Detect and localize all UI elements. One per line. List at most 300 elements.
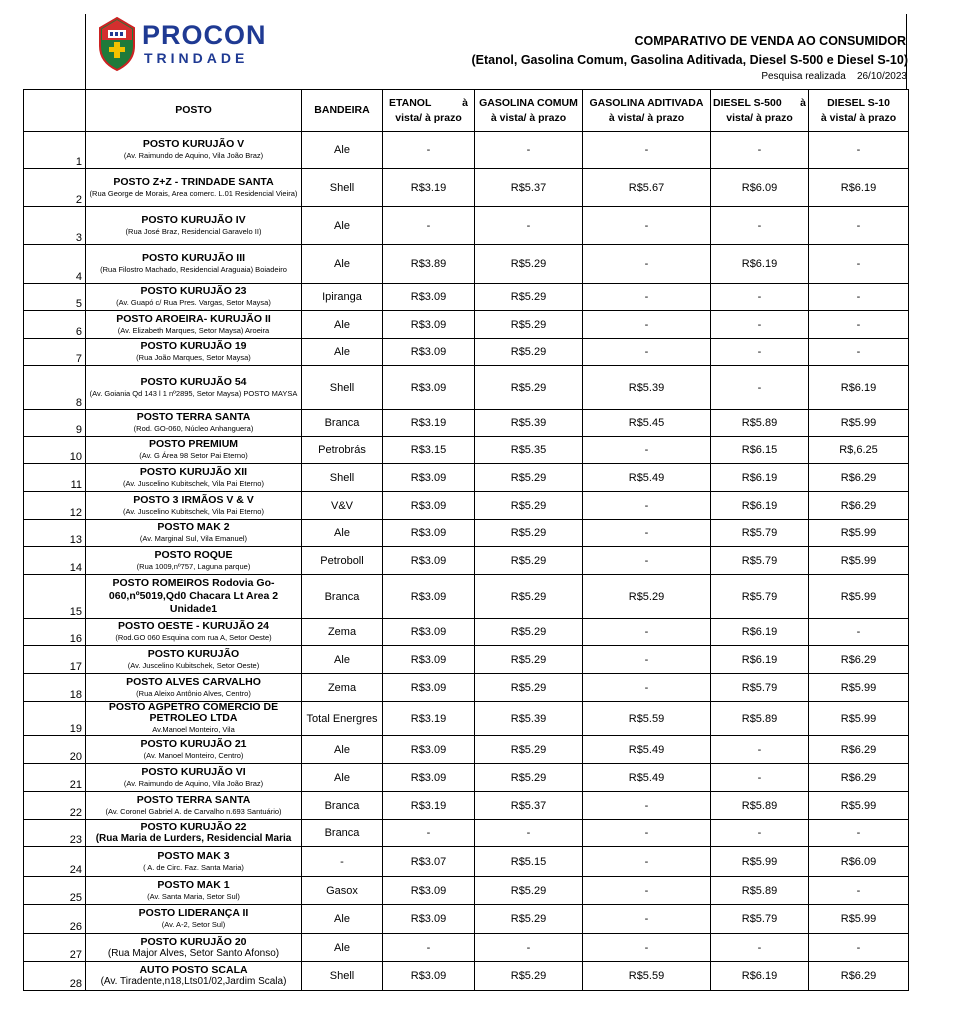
etanol-price: R$3.09	[383, 674, 475, 702]
posto-address: (Av. Guapó c/ Rua Pres. Vargas, Setor Maysa)	[116, 298, 271, 307]
bandeira-cell: Ale	[302, 646, 383, 674]
bandeira-cell: -	[302, 847, 383, 877]
diesel-s500-price: R$6.09	[711, 169, 809, 207]
etanol-price: R$3.09	[383, 520, 475, 547]
posto-address: (Av. Juscelino Kubitschek, Vila Pai Eterno)	[123, 478, 264, 488]
posto-name: POSTO OESTE - KURUJÃO 24	[118, 620, 269, 632]
bandeira-cell: Branca	[302, 820, 383, 847]
gasolina-comum-price: R$5.29	[475, 311, 583, 339]
etanol-price: R$3.09	[383, 736, 475, 764]
row-index: 8	[24, 366, 86, 410]
diesel-s500-price: -	[711, 284, 809, 311]
row-index: 13	[24, 520, 86, 547]
posto-address: (Av. Manoel Monteiro, Centro)	[143, 750, 244, 760]
gasolina-aditivada-price: -	[583, 284, 711, 311]
posto-cell	[86, 492, 302, 520]
etanol-price: R$3.09	[383, 492, 475, 520]
gasolina-comum-price: R$5.29	[475, 547, 583, 575]
diesel-s10-price: -	[809, 619, 909, 646]
gasolina-comum-price: R$5.29	[475, 674, 583, 702]
posto-cell	[86, 619, 302, 646]
posto-name: POSTO KURUJÃO VI	[141, 765, 246, 778]
diesel-s500-price: R$5.79	[711, 905, 809, 934]
posto-address: ( A. de Circ. Faz. Santa Maria)	[143, 862, 244, 872]
posto-cell	[86, 646, 302, 674]
gasolina-comum-price: R$5.29	[475, 962, 583, 991]
diesel-s10-price: R$6.09	[809, 847, 909, 877]
posto-address: (Av. Tiradente,n18,Lts01/02,Jardim Scala)	[100, 976, 287, 987]
gasolina-aditivada-price: -	[583, 520, 711, 547]
table-row	[24, 284, 909, 311]
gasolina-comum-price: R$5.35	[475, 437, 583, 464]
posto-cell	[86, 520, 302, 547]
posto-address: (Av. Santa Maria, Setor Sul)	[147, 891, 240, 901]
bandeira-cell: Petroboll	[302, 547, 383, 575]
row-index: 5	[24, 284, 86, 311]
posto-cell	[86, 736, 302, 764]
row-index: 28	[24, 962, 86, 991]
posto-name: POSTO KURUJÃO 20	[140, 935, 247, 948]
gasolina-aditivada-price: R$5.29	[583, 575, 711, 619]
gasolina-aditivada-price: -	[583, 245, 711, 284]
gasolina-aditivada-price: -	[583, 492, 711, 520]
row-index: 22	[24, 792, 86, 820]
bandeira-cell: Branca	[302, 792, 383, 820]
posto-cell	[86, 366, 302, 410]
gasolina-aditivada-price: -	[583, 674, 711, 702]
bandeira-cell: Ale	[302, 132, 383, 169]
report-subtitle: (Etanol, Gasolina Comum, Gasolina Aditivada, Diesel S-500 e Diesel S-10)	[471, 53, 908, 67]
diesel-s500-price: -	[711, 820, 809, 847]
posto-address: (Av. Juscelino Kubitschek, Vila Pai Eterno)	[123, 506, 264, 516]
gasolina-comum-price: R$5.39	[475, 410, 583, 437]
diesel-s500-price: -	[711, 132, 809, 169]
gasolina-comum-price: R$5.29	[475, 245, 583, 284]
posto-name: POSTO LIDERANÇA II	[138, 907, 249, 919]
table-row	[24, 245, 909, 284]
posto-address: (Av. Elizabeth Marques, Setor Maysa) Aroeira	[117, 325, 270, 335]
diesel-s10-price: R$5.99	[809, 674, 909, 702]
posto-cell	[86, 339, 302, 366]
table-row	[24, 674, 909, 702]
etanol-price: R$3.09	[383, 877, 475, 905]
posto-cell	[86, 674, 302, 702]
survey-date-value: 26/10/2023	[856, 71, 907, 82]
etanol-price: R$3.09	[383, 619, 475, 646]
diesel-s500-price: -	[711, 764, 809, 792]
row-index: 16	[24, 619, 86, 646]
table-row	[24, 702, 909, 736]
diesel-s10-price: R$5.99	[809, 520, 909, 547]
table-row	[24, 547, 909, 575]
table-header-row	[24, 90, 909, 132]
col-bandeira: BANDEIRA	[302, 90, 383, 132]
bandeira-cell: Ipiranga	[302, 284, 383, 311]
etanol-price: R$3.09	[383, 464, 475, 492]
table-row	[24, 575, 909, 619]
diesel-s10-price: -	[809, 877, 909, 905]
col-etanol-title: ETANOL	[389, 96, 432, 109]
table-row	[24, 877, 909, 905]
posto-cell	[86, 410, 302, 437]
etanol-price: -	[383, 820, 475, 847]
diesel-s500-price: R$5.89	[711, 410, 809, 437]
diesel-s10-price: -	[809, 934, 909, 962]
gasolina-aditivada-price: -	[583, 905, 711, 934]
bandeira-cell: Ale	[302, 905, 383, 934]
posto-cell	[86, 169, 302, 207]
diesel-s500-price: R$6.19	[711, 464, 809, 492]
gasolina-aditivada-price: R$5.59	[583, 702, 711, 736]
gasolina-comum-price: -	[475, 132, 583, 169]
col-gadit-title: GASOLINA ADITIVADA	[589, 96, 704, 109]
col-s500-a: à	[800, 96, 806, 109]
bandeira-cell: Ale	[302, 934, 383, 962]
bandeira-cell: Ale	[302, 764, 383, 792]
table-body	[24, 132, 909, 991]
bandeira-cell: Ale	[302, 736, 383, 764]
gasolina-aditivada-price: -	[583, 934, 711, 962]
col-gasolina-aditivada	[583, 90, 711, 132]
posto-address: (Av. Coronel Gabriel A. de Carvalho n.693 Santuário)	[105, 806, 282, 816]
gasolina-comum-price: R$5.29	[475, 366, 583, 410]
price-table	[23, 89, 909, 991]
posto-address: (Av. A-2, Setor Sul)	[161, 920, 226, 929]
row-index: 23	[24, 820, 86, 847]
gasolina-comum-price: -	[475, 820, 583, 847]
table-row	[24, 646, 909, 674]
posto-cell	[86, 877, 302, 905]
gasolina-aditivada-price: R$5.49	[583, 464, 711, 492]
posto-address: (Rua João Marques, Setor Maysa)	[136, 353, 251, 362]
row-index: 21	[24, 764, 86, 792]
gasolina-comum-price: R$5.29	[475, 575, 583, 619]
posto-cell	[86, 905, 302, 934]
posto-name: POSTO KURUJÃO 54	[140, 375, 247, 388]
posto-cell	[86, 207, 302, 245]
diesel-s10-price: -	[809, 284, 909, 311]
diesel-s10-price: -	[809, 207, 909, 245]
gasolina-comum-price: R$5.29	[475, 646, 583, 674]
col-etanol-sub: vista/ à prazo	[395, 111, 462, 124]
diesel-s10-price: R$6.29	[809, 646, 909, 674]
col-etanol	[383, 90, 475, 132]
diesel-s10-price: -	[809, 820, 909, 847]
diesel-s10-price: R$6.19	[809, 169, 909, 207]
gasolina-comum-price: R$5.29	[475, 339, 583, 366]
row-index: 25	[24, 877, 86, 905]
table-row	[24, 905, 909, 934]
gasolina-aditivada-price: -	[583, 619, 711, 646]
table-row	[24, 847, 909, 877]
table-row	[24, 619, 909, 646]
gasolina-aditivada-price: -	[583, 792, 711, 820]
survey-date	[761, 71, 907, 82]
diesel-s500-price: R$5.99	[711, 847, 809, 877]
posto-name: POSTO KURUJÃO 23	[140, 285, 247, 297]
posto-cell	[86, 311, 302, 339]
posto-name: POSTO PREMIUM	[148, 438, 239, 450]
row-index: 24	[24, 847, 86, 877]
diesel-s500-price: -	[711, 311, 809, 339]
etanol-price: R$3.09	[383, 339, 475, 366]
gasolina-comum-price: -	[475, 207, 583, 245]
row-index: 14	[24, 547, 86, 575]
diesel-s500-price: R$6.19	[711, 962, 809, 991]
etanol-price: R$3.09	[383, 311, 475, 339]
posto-cell	[86, 245, 302, 284]
table-row	[24, 764, 909, 792]
posto-cell	[86, 464, 302, 492]
row-index: 3	[24, 207, 86, 245]
posto-address: (Rua Maria de Lurders, Residencial Maria	[95, 833, 292, 844]
diesel-s10-price: R$6.29	[809, 962, 909, 991]
diesel-s10-price: -	[809, 311, 909, 339]
etanol-price: R$3.09	[383, 575, 475, 619]
diesel-s500-price: R$5.89	[711, 792, 809, 820]
row-index: 27	[24, 934, 86, 962]
posto-cell	[86, 764, 302, 792]
posto-name: POSTO Z+Z - TRINDADE SANTA	[113, 175, 274, 188]
bandeira-cell: Ale	[302, 311, 383, 339]
diesel-s500-price: R$5.79	[711, 575, 809, 619]
posto-name: POSTO MAK 2	[157, 521, 230, 533]
diesel-s10-price: -	[809, 132, 909, 169]
posto-address: (Rua Major Alves, Setor Santo Afonso)	[107, 947, 280, 959]
posto-name: POSTO TERRA SANTA	[136, 411, 251, 423]
posto-name: AUTO POSTO SCALA	[139, 964, 248, 976]
col-diesel-s500	[711, 90, 809, 132]
diesel-s10-price: -	[809, 339, 909, 366]
diesel-s10-price: R$5.99	[809, 575, 909, 619]
posto-cell	[86, 702, 302, 736]
diesel-s10-price: R$5.99	[809, 547, 909, 575]
posto-name: POSTO KURUJÃO XII	[139, 465, 248, 478]
posto-cell	[86, 547, 302, 575]
shield-icon	[97, 16, 137, 72]
gasolina-comum-price: R$5.29	[475, 619, 583, 646]
etanol-price: R$3.09	[383, 646, 475, 674]
posto-name: POSTO MAK 3	[157, 849, 230, 862]
diesel-s500-price: -	[711, 934, 809, 962]
diesel-s500-price: R$6.19	[711, 646, 809, 674]
posto-cell	[86, 962, 302, 991]
diesel-s500-price: -	[711, 207, 809, 245]
posto-cell	[86, 820, 302, 847]
posto-name: POSTO KURUJÃO IV	[141, 213, 246, 226]
posto-cell	[86, 437, 302, 464]
posto-address: (Av. Raimundo de Aquino, Vila João Braz)	[123, 778, 264, 788]
posto-name: POSTO KURUJÃO 21	[140, 737, 247, 750]
bandeira-cell: Gasox	[302, 877, 383, 905]
posto-name: POSTO KURUJÃO 19	[140, 340, 247, 352]
row-index: 7	[24, 339, 86, 366]
col-gcomum-title: GASOLINA COMUM	[479, 96, 578, 109]
gasolina-comum-price: R$5.29	[475, 284, 583, 311]
gasolina-aditivada-price: -	[583, 132, 711, 169]
table-row	[24, 169, 909, 207]
posto-name: POSTO 3 IRMÃOS V & V	[133, 493, 254, 506]
gasolina-comum-price: R$5.29	[475, 464, 583, 492]
bandeira-cell: V&V	[302, 492, 383, 520]
table-row	[24, 366, 909, 410]
gasolina-aditivada-price: -	[583, 339, 711, 366]
table-row	[24, 437, 909, 464]
etanol-price: R$3.19	[383, 410, 475, 437]
posto-name: POSTO AGPETRO COMERCIO DE PETROLEO LTDA	[108, 701, 279, 724]
row-index: 1	[24, 132, 86, 169]
diesel-s500-price: R$5.79	[711, 520, 809, 547]
col-s10-sub: à vista/ à prazo	[820, 111, 897, 124]
etanol-price: R$3.07	[383, 847, 475, 877]
row-index: 4	[24, 245, 86, 284]
row-index: 26	[24, 905, 86, 934]
bandeira-cell: Branca	[302, 575, 383, 619]
diesel-s10-price: R$5.99	[809, 905, 909, 934]
etanol-price: R$3.19	[383, 792, 475, 820]
diesel-s500-price: R$6.19	[711, 245, 809, 284]
diesel-s10-price: R$,6.25	[809, 437, 909, 464]
posto-cell	[86, 934, 302, 962]
diesel-s10-price: R$6.29	[809, 764, 909, 792]
diesel-s500-price: R$6.19	[711, 619, 809, 646]
gasolina-aditivada-price: R$5.59	[583, 962, 711, 991]
col-s10-title: DIESEL S-10	[827, 96, 890, 109]
posto-address: (Av. Juscelino Kubitschek, Setor Oeste)	[127, 660, 260, 670]
col-s500-title: DIESEL S-500	[713, 96, 782, 109]
gasolina-aditivada-price: -	[583, 877, 711, 905]
posto-address: (Rua George de Morais, Area comerc. L.01 Residencial Vieira)	[89, 188, 298, 198]
gasolina-comum-price: R$5.29	[475, 764, 583, 792]
etanol-price: R$3.19	[383, 169, 475, 207]
table-row	[24, 311, 909, 339]
row-index: 15	[24, 575, 86, 619]
col-gasolina-comum	[475, 90, 583, 132]
posto-name: POSTO KURUJÃO	[147, 647, 240, 660]
posto-name: POSTO KURUJÃO III	[141, 252, 246, 264]
posto-cell	[86, 792, 302, 820]
gasolina-comum-price: -	[475, 934, 583, 962]
table-row	[24, 464, 909, 492]
diesel-s500-price: -	[711, 736, 809, 764]
gasolina-aditivada-price: -	[583, 820, 711, 847]
col-gcomum-sub: à vista/ à prazo	[490, 111, 567, 124]
diesel-s10-price: R$6.29	[809, 464, 909, 492]
posto-name: POSTO TERRA SANTA	[136, 793, 251, 806]
posto-name: POSTO ROMEIROS Rodovia Go-060,nº5019,Qd0 Chacara Lt Area 2 Unidade1	[108, 577, 279, 615]
gasolina-aditivada-price: -	[583, 847, 711, 877]
col-etanol-a: à	[462, 96, 468, 109]
diesel-s500-price: R$6.15	[711, 437, 809, 464]
posto-address: (Rod. GO-060, Núcleo Anhanguera)	[133, 424, 254, 433]
bandeira-cell: Shell	[302, 169, 383, 207]
posto-address: Av.Manoel Monteiro, Vila	[152, 725, 235, 734]
diesel-s10-price: R$5.99	[809, 410, 909, 437]
bandeira-cell: Ale	[302, 245, 383, 284]
diesel-s10-price: R$5.99	[809, 702, 909, 736]
posto-address: (Rua Filostro Machado, Residencial Araguaia) Boiadeiro	[100, 265, 287, 274]
bandeira-cell: Branca	[302, 410, 383, 437]
etanol-price: R$3.15	[383, 437, 475, 464]
col-index	[24, 90, 86, 132]
bandeira-cell: Ale	[302, 520, 383, 547]
etanol-price: R$3.09	[383, 366, 475, 410]
etanol-price: -	[383, 132, 475, 169]
diesel-s500-price: R$5.89	[711, 702, 809, 736]
bandeira-cell: Total Energres	[302, 702, 383, 736]
gasolina-comum-price: R$5.29	[475, 492, 583, 520]
posto-address: (Av. Raimundo de Aquino, Vila João Braz)	[123, 151, 264, 160]
table-row	[24, 410, 909, 437]
posto-name: POSTO MAK 1	[157, 878, 230, 891]
gasolina-comum-price: R$5.39	[475, 702, 583, 736]
table-row	[24, 492, 909, 520]
etanol-price: R$3.09	[383, 547, 475, 575]
bandeira-cell: Ale	[302, 207, 383, 245]
gasolina-aditivada-price: -	[583, 437, 711, 464]
gasolina-aditivada-price: -	[583, 311, 711, 339]
table-row	[24, 736, 909, 764]
bandeira-cell: Zema	[302, 619, 383, 646]
diesel-s10-price: -	[809, 245, 909, 284]
table-row	[24, 207, 909, 245]
diesel-s500-price: R$5.79	[711, 547, 809, 575]
posto-address: (Av. Goiania Qd 143 l 1 nº2895, Setor Maysa) POSTO MAYSA	[89, 388, 298, 398]
row-index: 10	[24, 437, 86, 464]
posto-name: POSTO ALVES CARVALHO	[126, 675, 261, 688]
table-row	[24, 820, 909, 847]
gasolina-aditivada-price: R$5.49	[583, 736, 711, 764]
gasolina-aditivada-price: R$5.67	[583, 169, 711, 207]
gasolina-aditivada-price: -	[583, 547, 711, 575]
posto-address: (Rod.GO 060 Esquina com rua A, Setor Oeste)	[115, 633, 272, 642]
etanol-price: R$3.09	[383, 764, 475, 792]
row-index: 20	[24, 736, 86, 764]
posto-address: (Av. G Área 98 Setor Pai Eterno)	[139, 451, 248, 460]
row-index: 19	[24, 702, 86, 736]
table-row	[24, 132, 909, 169]
gasolina-comum-price: R$5.29	[475, 877, 583, 905]
procon-logo	[97, 16, 277, 72]
col-diesel-s10	[809, 90, 909, 132]
row-index: 6	[24, 311, 86, 339]
diesel-s500-price: -	[711, 366, 809, 410]
col-gadit-sub: à vista/ à prazo	[608, 111, 685, 124]
row-index: 17	[24, 646, 86, 674]
diesel-s10-price: R$5.99	[809, 792, 909, 820]
col-s500-sub: vista/ à prazo	[726, 111, 793, 124]
gasolina-comum-price: R$5.29	[475, 736, 583, 764]
etanol-price: -	[383, 934, 475, 962]
etanol-price: R$3.09	[383, 905, 475, 934]
posto-cell	[86, 575, 302, 619]
gasolina-aditivada-price: R$5.49	[583, 764, 711, 792]
col-posto: POSTO	[86, 90, 302, 132]
posto-address: (Rua 1009,nº757, Laguna parque)	[136, 561, 251, 571]
posto-name: POSTO ROQUE	[154, 548, 233, 561]
etanol-price: -	[383, 207, 475, 245]
gasolina-comum-price: R$5.29	[475, 520, 583, 547]
bandeira-cell: Shell	[302, 962, 383, 991]
diesel-s500-price: R$6.19	[711, 492, 809, 520]
report-title: COMPARATIVO DE VENDA AO CONSUMIDOR	[634, 34, 906, 48]
bandeira-cell: Zema	[302, 674, 383, 702]
gasolina-aditivada-price: R$5.39	[583, 366, 711, 410]
diesel-s10-price: R$6.29	[809, 736, 909, 764]
posto-cell	[86, 284, 302, 311]
etanol-price: R$3.09	[383, 284, 475, 311]
gasolina-comum-price: R$5.37	[475, 169, 583, 207]
